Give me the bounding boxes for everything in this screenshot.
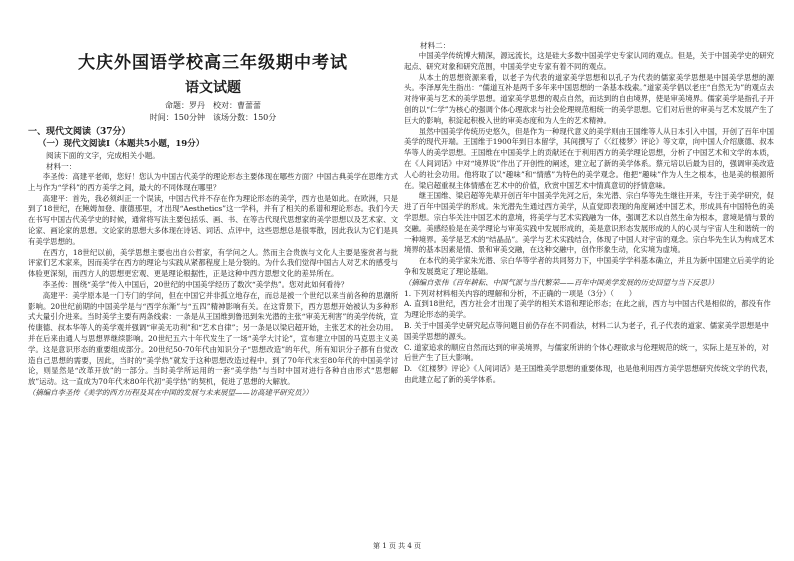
left-column — [28, 40, 398, 399]
material1-label: 材料一： — [46, 162, 77, 171]
instruction: 阅读下面的文字，完成相关小题。 — [46, 151, 160, 160]
paragraph: 中国美学传统博大精深，源远流长，这是硅大多数中国美学史专家认同的观点。但是，关于中国美学史的研究起点、研究对象和研究范围，中国美学史专家有着不同的观点。 — [404, 51, 774, 71]
option-a: A. 直到18世纪，西方社会才出现了美学的相关术语和理论形态；在此之前，西方与中国古代是相似的，都没有作为理论形态的美学。 — [404, 299, 771, 320]
paragraph: 从本土的思想资源来看，以老子为代表的道家美学思想和以孔子为代表的儒家美学思想是中国美学思想的源头。李泽厚先生指出：“儒道互补是两千多年来中国思想的一条基本线索。”道家美学倡以老庄“自然无为”的观点去对待审美与艺术的美学思想。道家美学思想的观点自然，而达到的自由境界，使是审美境界。儒家美学是指孔子开创的以“仁学”为核心的强调个体心理欲求与社会伦理规范相统一的美学思想。它们对后世的审美与艺术发展产生了巨大的影响，积淀起积极入世的审美态度和为人生的艺术精神。 — [404, 72, 774, 125]
paragraph: 在本代的美学家朱光潜、宗白华等学者的共同努力下，中国美学学科基本确立，并且为新中国建立后美学的论争和发展奠定了理论基础。 — [404, 256, 774, 276]
part1-heading: 一、现代文阅读（37分） — [28, 127, 131, 137]
paragraph: 李圣传：围绕“美学”传入中国后，20世纪的中国美学经历了数次“美学热”。您对此如何看待？ — [42, 279, 349, 289]
option-c: C. 道家追求的顺应自然而达到的审美境界，与儒家所讲的个体心理欲求与伦理规范的统一，实际上是互补的，对后世产生了巨大影响。 — [404, 342, 769, 363]
part1-sub-heading: （一）现代文阅读Ⅰ（本题共5小题，19分） — [38, 139, 205, 149]
option-b: B. 关于中国美学史研究起点等问题目前仍存在不同看法，材料二认为老子，孔子代表的道家、儒家美学思想是中国美学思想的源头。 — [404, 320, 769, 341]
exam-time: 时间：150分钟 该场分数：150分 — [149, 113, 277, 122]
exam-subtitle: 语文试题 — [185, 80, 241, 96]
option-d: D. 《红楼梦》评论》《人间词话》是王国维美学思想的重要体现，也是他利用西方美学思想研究传统文学的代表，由此建立起了新的美学体系。 — [404, 364, 773, 384]
paragraph: 高建平：美学原本是一门专门的学问，但在中国它并非孤立地存在，而总是被一个世纪以来当前各种的思潮所影响。20世纪前期的中国美学是与“西学东渐”与“五四”精神影响有关。在这背景下，西方思想开始被认为多种形式大量引介进来。当时美学主要有两条线索：一条是从王国维到鲁迅到朱光潜的主张“审美无利害”的美学传统，宣传康德、叔本华等人的美学观并强调“审美无功利”和“艺术自律”；另一条是以梁启超开始，主张艺术的社会功用。并在后来由通人与思想界继续影响。20世纪五六十年代发生了一场“美学大讨论”，宣布建立中国的马克思主义美学。这是意识形态的重要组成部分。20世纪50-70年代由知识分子“思想改造”的年代，所有知识分子都有自觉改造自己思想的需要，因此，当时的“美学热”就发于这种思想改造过程中。到了70年代末至80年代的中国美学讨论，则显然是“改革开放”的一部分。当时美学所运用的一套“美学热”与当时中国对进行各种自由形式“思想解放”运动。这一直成为70年代末80年代初“美学热”的契机，促进了思想的大解放。 — [28, 290, 398, 387]
exam-authors: 命题：罗丹 校对：曹蕾蕾 — [165, 101, 261, 110]
page-footer: 第 1 页 共 4 页 — [372, 542, 422, 550]
paragraph: 虽然中国美学传统历史悠久，但是作为一种现代意义的美学则由王国维等人从日本引入中国，开创了百年中国美学的现代开端。王国维于1900年到日本留学，其间撰写了《〈红楼梦〉评论》等文章，向中国人介绍康德、叔本华等人的美学思想。王国维在中国美学上的贡献还在于利用西方的美学理论思想，分析了中国艺术和文学的本质，在《人间词话》中对“境界说”作出了开创性的阐述，建立起了新的美学体系。蔡元培以后最为目的，强调审美改造人心的社会功用。他将取了以“趣味”和“情感”为特色的美学观念。他把“趣味”作为人生之根本，也是美的根源所在。梁启超重视主体情感在艺术中的价值，欣赏中国艺术中情真意切的抒情意味。 — [404, 126, 774, 190]
question-stem: 1. 下列对材料相关内容的理解和分析，不正确的一项是（3分）（ ） — [404, 288, 637, 298]
right-column — [404, 40, 774, 386]
paragraph: 李圣传：高建平老师，您好！您认为中国古代美学的理论形态主要体现在哪些方面？中国古典美学在思维方式上与作为“学科”的西方美学之间，最大的不同体现在哪里？ — [28, 172, 398, 192]
source-citation: （摘编自李圣传《美学的西方历程及其在中国的发展与未来展望——访高建平研究员》） — [28, 387, 313, 397]
source-citation: （摘编自张伟《百年耕耘、中国气派与当代繁荣——百年中国美学发展的历史回望与当下反思》） — [404, 277, 719, 287]
paragraph: 高建平：首先，我必须纠正一个误读，中国古代并不存在作为理论形态的美学，西方也是如此。在欧洲，只是到了18世纪，在鲍姆加登、康德那里，才出现“Aesthetics”这一学科，并有了相关的系谱和理论形态。我们今天在书写中国古代美学史的时候，通常将写法主要包括乐、画、书、在等古代现代思想家的美学思想以及艺术家、文论家、画论家的思想。文论家的思想大多体现在诗话、词话、点评中，这些思想总是很零散，因此我认为它们是具有美学思想的。 — [28, 193, 398, 246]
paragraph: 继王国维、梁启超等先辈开创百年中国美学先河之后，朱光潜、宗白华等先生继往开来，专注于美学研究，促进了百年中国美学的形成。朱光潜先生通过西方美学，从直觉即表现的角度阐述中国艺术，形成具有中国特色的美学思想。宗白华关注中国艺术的意境，将美学与艺术实践融为一体，强调艺术以自然生命为根本，意境是情与景的交融。美感经验是在美学理论与审美实践中发展形成的，美是意识形态发展形成的人的心灵与宇宙人生和谐统一的一种境界。美学是艺术的“结晶品”。美学与艺术实践结合，体现了中国人对宇宙的观念。宗白华先生认为构成艺术境界的基本因素是情、景和审美交融，在这种交融中，创作形象生动，化实境为虚境。 — [404, 191, 774, 255]
material2-label: 材料二： — [420, 41, 451, 50]
exam-title: 大庆外国语学校高三年级期中考试 — [78, 53, 348, 73]
paragraph: 在西方，18世纪以前，美学思想主要也出自公哲家，有学问之人。然而主合贵族与文化人主要是鉴赏者与批评家们艺术家来，因而美学在西方的理论与实践从紧都程度上是分裂的。为什么我们觉得中国古人对艺术的感受与体验更深刻，而西方人的思想更宏观、更是理论根据性，正是这种中西方思想文化的差异所在。 — [28, 247, 398, 279]
